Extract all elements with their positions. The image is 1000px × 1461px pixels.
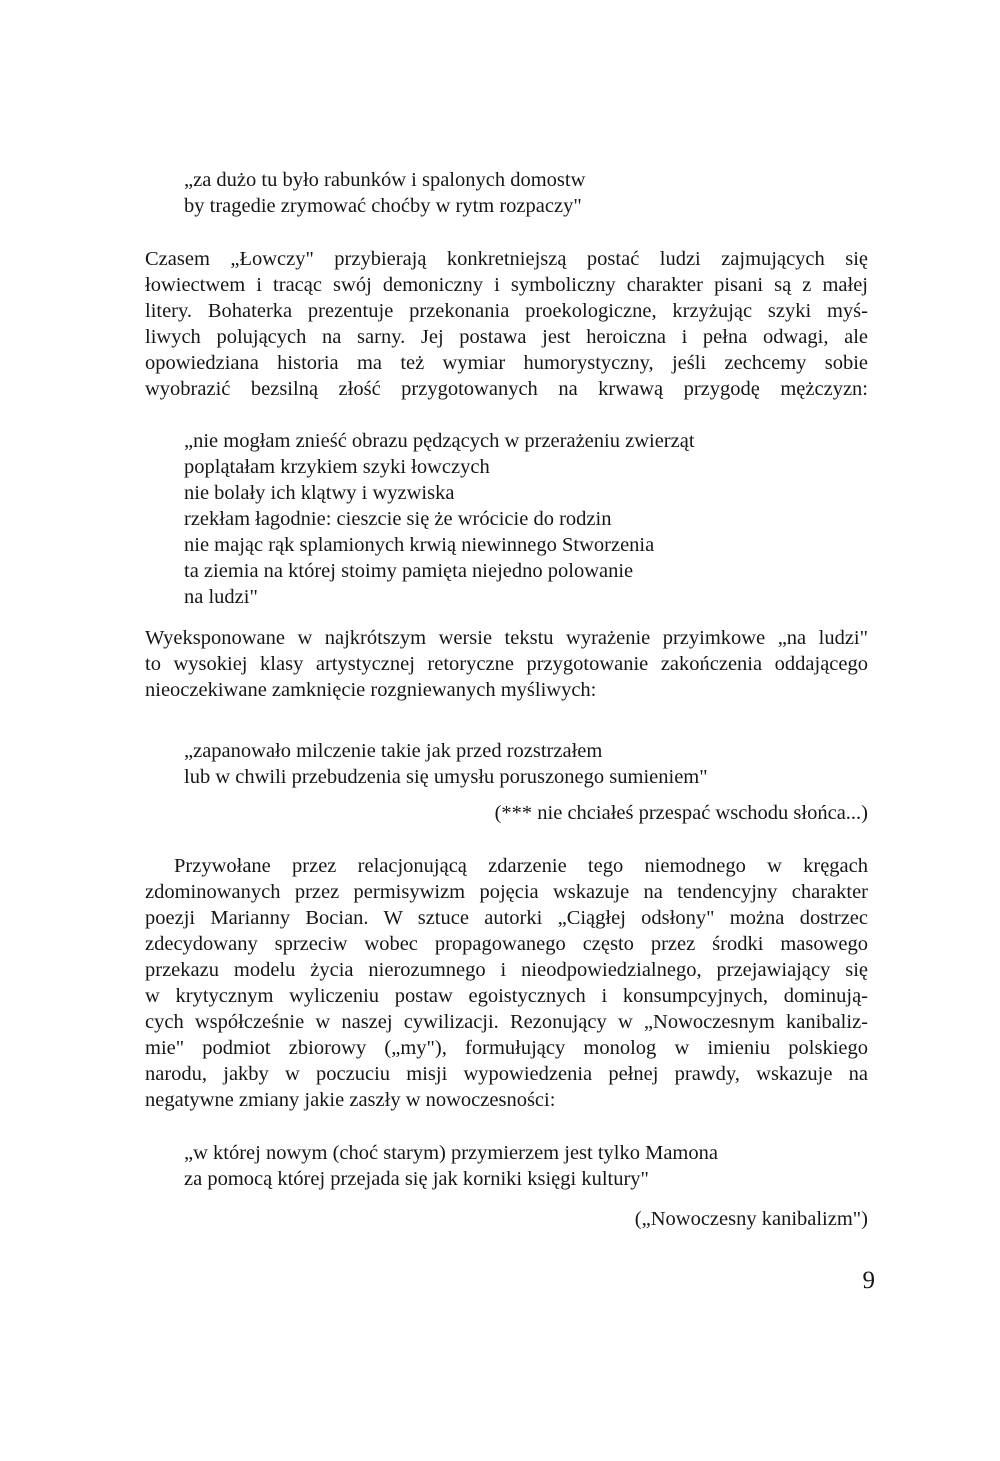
- verse-line: poplątałam krzykiem szyki łowczych: [184, 456, 490, 478]
- source-citation-1: (*** nie chciałeś przespać wschodu słońca...): [494, 802, 868, 824]
- paragraph-line: negatywne zmiany jakie zaszły w nowoczesności:: [145, 1089, 556, 1111]
- paragraph-2: [145, 625, 868, 703]
- verse-line: ta ziemia na której stoimy pamięta niejedno polowanie: [184, 560, 634, 582]
- verse-line: lub w chwili przebudzenia się umysłu poruszonego sumieniem": [184, 766, 708, 788]
- paragraph-line: łowiectwem i tracąc swój demoniczny i symboliczny charakter pisani są z małej: [145, 274, 868, 296]
- paragraph-3: [145, 853, 868, 1113]
- verse-line: za pomocą której przejada się jak korniki księgi kultury": [184, 1168, 649, 1190]
- verse-line: by tragedie zrymować choćby w rytm rozpaczy": [184, 195, 582, 217]
- verse-line: rzekłam łagodnie: cieszcie się że wrócicie do rodzin: [184, 508, 612, 530]
- verse-quote-3: [184, 738, 874, 790]
- paragraph-1: [145, 246, 868, 402]
- paragraph-line: nieoczekiwane zamknięcie rozgniewanych myśliwych:: [145, 679, 597, 701]
- verse-line: nie bolały ich klątwy i wyzwiska: [184, 482, 455, 504]
- paragraph-line: liwych polujących na sarny. Jej postawa jest heroiczna i pełna odwagi, ale: [145, 326, 868, 348]
- source-citation-2: („Nowoczesny kanibalizm"): [634, 1208, 868, 1230]
- verse-quote-1: [184, 167, 874, 219]
- paragraph-line: poezji Marianny Bocian. W sztuce autorki „Ciągłej odsłony" można dostrzec: [145, 907, 868, 929]
- paragraph-line: w krytycznym wyliczeniu postaw egoistycznych i konsumpcyjnych, dominują-: [145, 985, 868, 1007]
- verse-line: „nie mogłam znieść obrazu pędzących w przerażeniu zwierząt: [184, 430, 695, 452]
- paragraph-line: litery. Bohaterka prezentuje przekonania proekologiczne, krzyżując szyki myś-: [145, 300, 868, 322]
- paragraph-line: mie" podmiot zbiorowy („my"), formułujący monolog w imieniu polskiego: [145, 1037, 868, 1059]
- paragraph-line: Wyeksponowane w najkrótszym wersie tekstu wyrażenie przyimkowe „na ludzi": [145, 627, 868, 649]
- paragraph-line: Przywołane przez relacjonującą zdarzenie tego niemodnego w kręgach: [174, 855, 868, 877]
- paragraph-line: to wysokiej klasy artystycznej retoryczne przygotowanie zakończenia oddającego: [145, 653, 868, 675]
- verse-line: nie mając rąk splamionych krwią niewinnego Stworzenia: [184, 534, 655, 556]
- paragraph-line: zdecydowany sprzeciw wobec propagowanego często przez środki masowego: [145, 933, 868, 955]
- verse-line: na ludzi": [184, 586, 258, 608]
- paragraph-line: narodu, jakby w poczuciu misji wypowiedzenia pełnej prawdy, wskazuje na: [145, 1063, 868, 1085]
- paragraph-line: przekazu modelu życia nierozumnego i nieodpowiedzialnego, przejawiający się: [145, 959, 868, 981]
- paragraph-line: zdominowanych przez permisywizm pojęcia wskazuje na tendencyjny charakter: [145, 881, 868, 903]
- paragraph-line: Czasem „Łowczy" przybierają konkretniejszą postać ludzi zajmujących się: [145, 248, 868, 270]
- paragraph-line: cych współcześnie w naszej cywilizacji. Rezonujący w „Nowoczesnym kanibaliz-: [145, 1011, 868, 1033]
- paragraph-line: opowiedziana historia ma też wymiar humorystyczny, jeśli zechcemy sobie: [145, 352, 868, 374]
- page-number: 9: [862, 1267, 875, 1294]
- paragraph-line: wyobrazić bezsilną złość przygotowanych na krwawą przygodę mężczyzn:: [145, 378, 868, 400]
- verse-line: „zapanowało milczenie takie jak przed rozstrzałem: [184, 740, 603, 762]
- verse-line: „za dużo tu było rabunków i spalonych domostw: [184, 169, 586, 191]
- verse-quote-2: [184, 428, 874, 610]
- verse-quote-4: [184, 1140, 874, 1192]
- verse-line: „w której nowym (choć starym) przymierzem jest tylko Mamona: [184, 1142, 718, 1164]
